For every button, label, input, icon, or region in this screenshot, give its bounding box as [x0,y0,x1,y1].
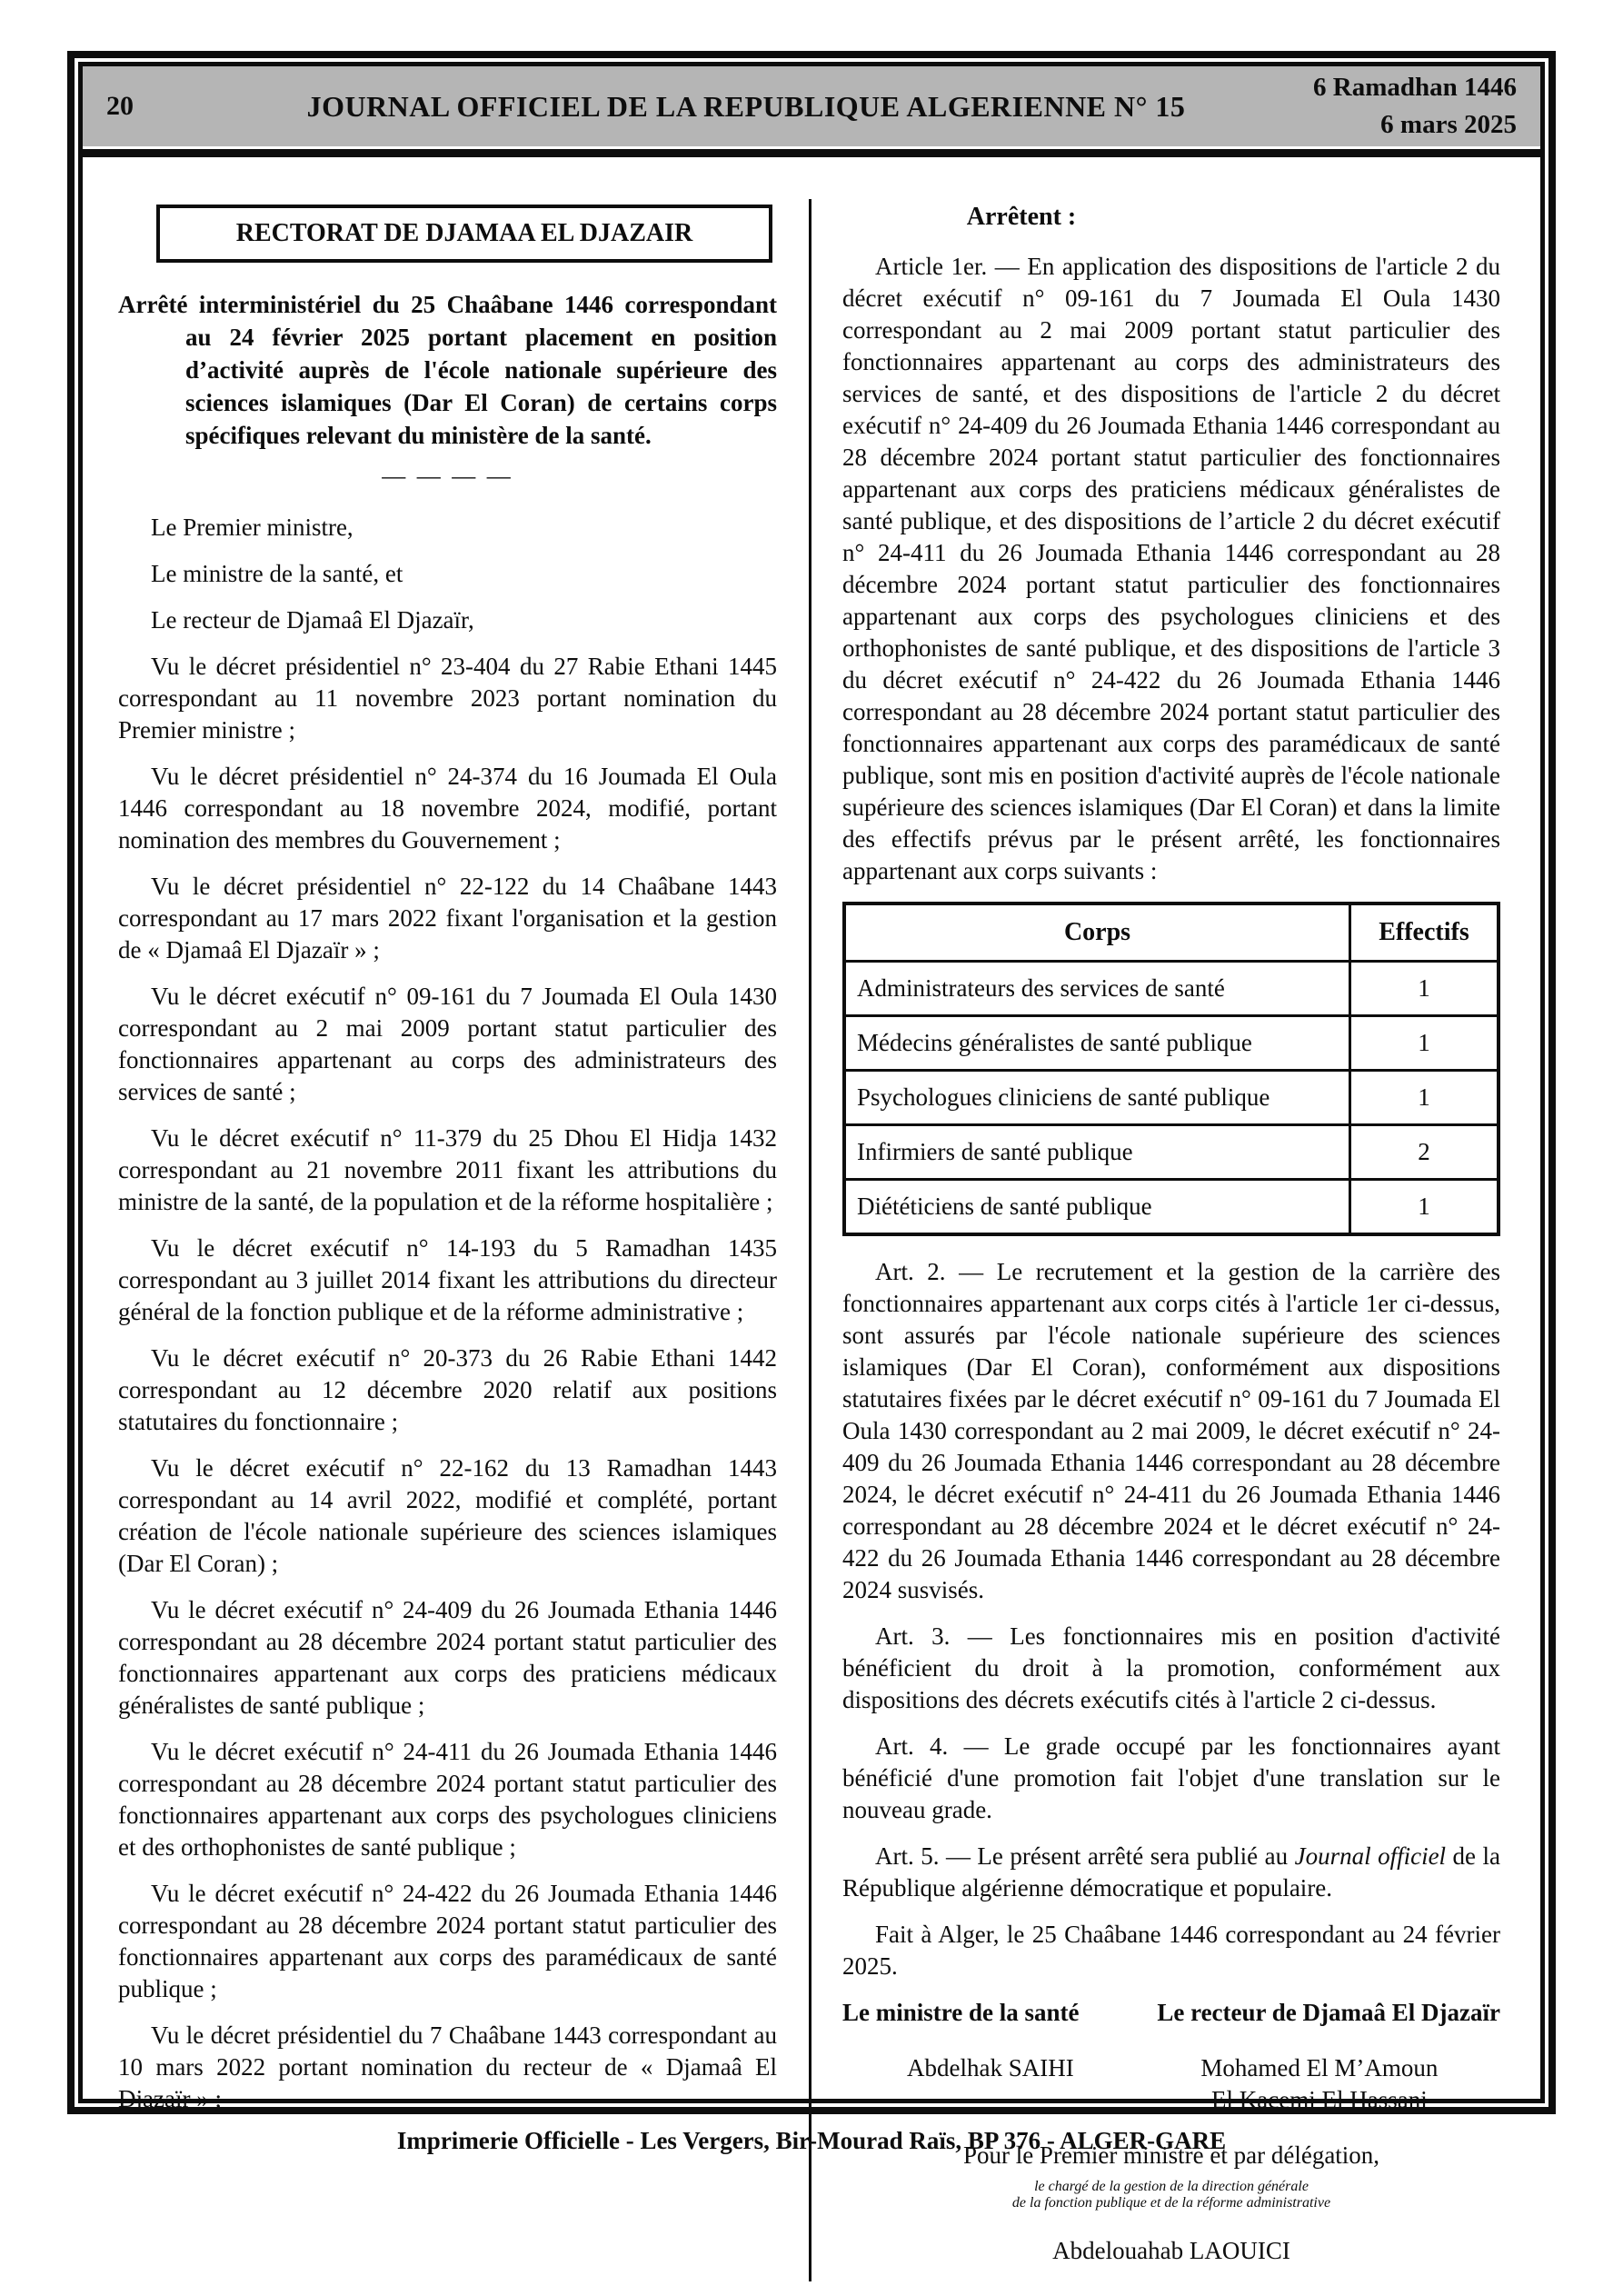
effectifs-table [842,902,1500,1236]
corps-cell: Psychologues cliniciens de santé publique [844,1071,1350,1125]
right-column [842,157,1500,2281]
masthead-rule [83,149,1540,157]
table-header-corps: Corps [844,903,1350,962]
vu-paragraph: Vu le décret exécutif n° 14-193 du 5 Ramadhan 1435 correspondant au 3 juillet 2014 fixant les attributions du directeur général de la fonction publique et de la réforme administrative ; [118,1234,777,1325]
table-row [844,1125,1499,1180]
corps-cell: Diététiciens de santé publique [844,1180,1350,1235]
imprint-footer: Imprimerie Officielle - Les Vergers, Bir-Mourad Raïs, BP 376 - ALGER-GARE [396,2127,1227,2154]
table-row [844,1180,1499,1235]
section-title-box [156,205,772,263]
vu-paragraph: Vu le décret exécutif n° 09-161 du 7 Joumada El Oula 1430 correspondant au 2 mai 2009 portant statut particulier des fonctionnaires appartenant au corps des administrateurs des services de santé ; [118,983,777,1105]
signature-title-rector: Le recteur de Djamaâ El Djazaïr [1157,1999,1500,2026]
masthead [83,66,1540,146]
corps-cell: Infirmiers de santé publique [844,1125,1350,1180]
masthead-dates [1313,69,1517,144]
article-5-text-end: de la République algérienne démocratique et populaire. [842,1842,1500,1902]
vu-paragraph: Vu le décret présidentiel n° 24-374 du 16 Joumada El Oula 1446 correspondant au 18 novembre 2024, modifié, portant nomination des membres du Gouvernement ; [118,763,777,854]
journal-officiel-italic: Journal officiel [1294,1842,1447,1870]
signature-title-minister: Le ministre de la santé [842,1999,1080,2026]
signature-titles-row [842,1997,1500,2029]
signature-name-minister: Abdelhak SAIHI [907,2054,1074,2081]
delegation-role [842,2179,1500,2211]
effectif-cell: 1 [1350,1016,1499,1071]
table-row [844,1016,1499,1071]
intro-line: Le ministre de la santé, et [151,560,403,587]
signature-name-rector [1139,2052,1500,2116]
vu-paragraph: Vu le décret exécutif n° 11-379 du 25 Dhou El Hidja 1432 correspondant au 21 novembre 2011 fixant les attributions du ministre de la santé, de la population et de la réforme hospitalière ; [118,1124,777,1215]
left-column [118,157,777,2281]
vu-paragraph: Vu le décret exécutif n° 24-422 du 26 Joumada Ethania 1446 correspondant au 28 décembre 2024 portant statut particulier des fonctionnaires appartenant aux corps des paramédicaux de santé publique ; [118,1880,777,2002]
rector-name-line2: El Kacemi El Hassani [1211,2086,1428,2113]
delegation-role-line2: de la fonction publique et de la réforme administrative [1011,2195,1331,2211]
section-title: RECTORAT DE DJAMAA EL DJAZAIR [235,219,693,247]
vu-paragraph: Vu le décret exécutif n° 22-162 du 13 Ramadhan 1443 correspondant au 14 avril 2022, modifié et complété, portant création de l'école nationale supérieure des sciences islamiques (Dar El Coran) ; [118,1454,777,1577]
table-header-row [844,903,1499,962]
fait-a-paragraph: Fait à Alger, le 25 Chaâbane 1446 correspondant au 24 février 2025. [842,1921,1500,1980]
delegation-name: Abdelouahab LAOUICI [1052,2237,1290,2264]
date-hijri: 6 Ramadhan 1446 [1313,73,1517,102]
vu-paragraph: Vu le décret exécutif n° 20-373 du 26 Rabie Ethani 1442 correspondant au 12 décembre 2020 relatif aux positions statutaires du fonctionnaire ; [118,1344,777,1435]
intro-line: Le recteur de Djamaâ El Djazaïr, [151,606,474,634]
article-4: Art. 4. — Le grade occupé par les fonctionnaires ayant bénéficié d'une promotion fait l'objet d'une translation sur le nouveau grade. [842,1732,1500,1823]
signature-names-row [842,2052,1500,2116]
delegation-role-line1: le chargé de la gestion de la direction générale [1034,2179,1309,2194]
decree-title: Arrêté interministériel du 25 Chaâbane 1446 correspondant au 24 février 2025 portant placement en position d’activité auprès de l'école nationale supérieure des sciences islamiques (Dar El Coran) de certains corps spécifiques relevant du ministère de la santé. [118,291,777,449]
vu-paragraph: Vu le décret présidentiel n° 22-122 du 14 Chaâbane 1443 correspondant au 17 mars 2022 fixant l'organisation et la gestion de « Djamaâ El Djazaïr » ; [118,873,777,963]
vu-paragraph: Vu le décret présidentiel du 7 Chaâbane 1443 correspondant au 10 mars 2022 portant nomination du recteur de « Djamaâ El Djazaïr » ; [118,2021,777,2112]
article-5-text: Art. 5. — Le présent arrêté sera publié au [875,1842,1295,1870]
article-3: Art. 3. — Les fonctionnaires mis en position d'activité bénéficient du droit à la promotion, conformément aux dispositions des décrets exécutifs cités à l'article 2 ci-dessus. [842,1622,1500,1713]
vu-paragraph: Vu le décret exécutif n° 24-409 du 26 Joumada Ethania 1446 correspondant au 28 décembre 2024 portant statut particulier des fonctionnaires appartenant aux corps des praticiens médicaux généralistes de santé publique ; [118,1596,777,1719]
arretent-heading: Arrêtent : [966,203,1077,231]
article-5 [842,1841,1500,1904]
table-header-effectifs: Effectifs [1350,903,1499,962]
article-2: Art. 2. — Le recrutement et la gestion de la carrière des fonctionnaires appartenant aux corps cités à l'article 1er ci-dessus, sont assurés par l'école nationale supérieure des sciences islamiques (Dar El Coran), conformément aux dispositions statutaires fixées par le décret exécutif n° 09-161 du 7 Joumada El Oula 1430 correspondant au 2 mai 2009, le décret exécutif n° 24-409 du 26 Joumada Ethania 1446 correspondant au 28 décembre 2024, le décret exécutif n° 24-411 du 26 Joumada Ethania 1446 correspondant au 28 décembre 2024 et le décret exécutif n° 24-422 du 26 Joumada Ethania 1446 correspondant au 28 décembre 2024 susvisés. [842,1258,1500,1603]
effectif-cell: 1 [1350,1180,1499,1235]
delegation-line: Pour le Premier ministre et par délégation, [962,2141,1380,2169]
effectif-cell: 1 [1350,962,1499,1016]
article-1: Article 1er. — En application des dispositions de l'article 2 du décret exécutif n° 09-161 du 7 Joumada El Oula 1430 correspondant au 2 mai 2009 portant statut particulier des fonctionnaires appartenant au corps des administrateurs des services de santé, et des dispositions de l'article 2 du décret exécutif n° 24-409 du 26 Joumada Ethania 1446 correspondant au 28 décembre 2024 portant statut particulier des fonctionnaires appartenant aux corps des praticiens médicaux généralistes de santé publique, et des dispositions de l’article 2 du décret exécutif n° 24-411 du 26 Joumada Ethania 1446 correspondant au 28 décembre 2024 portant statut particulier des fonctionnaires appartenant aux corps des psychologues cliniciens et des orthophonistes de santé publique, et des dispositions de l'article 3 du décret exécutif n° 24-422 du 26 Joumada Ethania 1446 correspondant au 28 décembre 2024 portant statut particulier des fonctionnaires appartenant aux corps des paramédicaux de santé publique, sont mis en position d'activité auprès de l'école nationale supérieure des sciences islamiques (Dar El Coran) et dans la limite des effectifs prévus par le présent arrêté, les fonctionnaires appartenant aux corps suivants : [842,253,1500,884]
vu-paragraph: Vu le décret présidentiel n° 23-404 du 27 Rabie Ethani 1445 correspondant au 11 novembre 2023 portant nomination du Premier ministre ; [118,653,777,744]
corps-cell: Administrateurs des services de santé [844,962,1350,1016]
effectif-cell: 2 [1350,1125,1499,1180]
page-number: 20 [106,91,134,121]
table-row [844,1071,1499,1125]
effectif-cell: 1 [1350,1071,1499,1125]
dash-divider: — — — — [382,463,513,489]
vu-paragraph: Vu le décret exécutif n° 24-411 du 26 Joumada Ethania 1446 correspondant au 28 décembre 2024 portant statut particulier des fonctionnaires appartenant aux corps des psychologues cliniciens et des orthophonistes de santé publique ; [118,1738,777,1861]
table-row [844,962,1499,1016]
intro-line: Le Premier ministre, [151,514,353,541]
column-divider [809,199,812,2281]
date-gregorian: 6 mars 2025 [1380,110,1517,139]
rector-name-line1: Mohamed El M’Amoun [1200,2054,1439,2081]
page-columns [83,157,1540,2281]
corps-cell: Médecins généralistes de santé publique [844,1016,1350,1071]
journal-title: JOURNAL OFFICIEL DE LA REPUBLIQUE ALGERIENNE N° 15 [306,89,1186,123]
